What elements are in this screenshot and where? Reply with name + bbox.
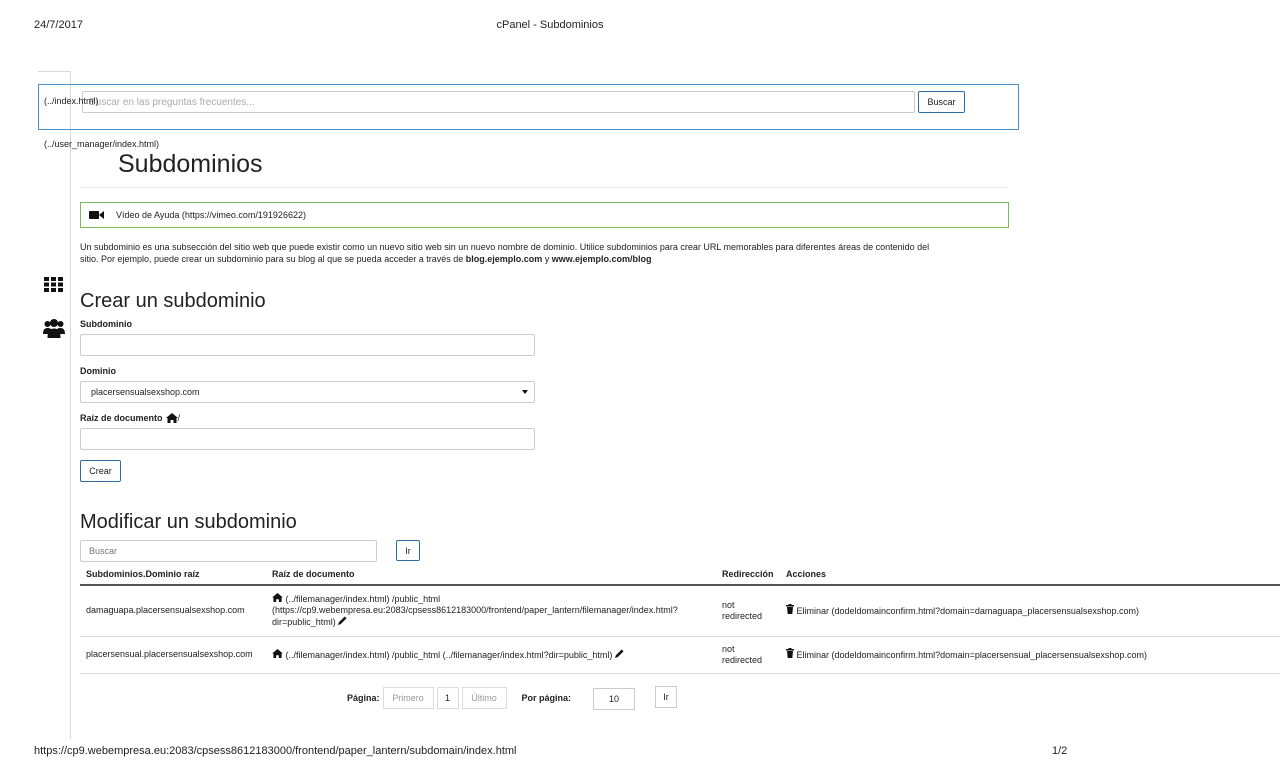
example-subdomain: blog.ejemplo.com — [465, 254, 543, 264]
docroot-link[interactable]: (../filemanager/index.html) /public_html — [285, 594, 441, 605]
description-line-1: Un subdominio es una subsección del sitio web que puede existir como un nuevo sitio web sin un nuevo nombre de dominio. Utilice subdominios para crear URL memorables para diferentes áreas de contenido del — [80, 242, 930, 252]
table-row — [80, 585, 1280, 636]
subdomain-search-button[interactable]: Ir — [396, 540, 420, 561]
page-label: Página: — [347, 693, 380, 703]
subdomains-table-wrapper — [80, 563, 1147, 669]
subdomain-label: Subdominio — [80, 319, 132, 329]
page-description — [80, 241, 1000, 265]
pencil-icon[interactable] — [615, 649, 624, 658]
print-page-number: 1/2 — [1052, 745, 1068, 757]
faq-search-bar — [38, 84, 1019, 130]
subdomain-search-input[interactable] — [80, 540, 377, 562]
row-subdomain: placersensual.placersensualsexshop.com — [80, 636, 266, 673]
per-page-label: Por página: — [521, 693, 572, 703]
pagination — [347, 687, 571, 709]
delete-link[interactable]: Eliminar (dodeldomainconfirm.html?domain=placersensual_placersensualsexshop.com) — [796, 650, 1147, 660]
domain-selected-value: placersensualsexshop.com — [91, 387, 200, 397]
docroot-filemanager-link[interactable]: (https://cp9.webempresa.eu:2083/cpsess8612183000/frontend/paper_lantern/filemanager/index.html? — [272, 605, 678, 616]
domain-select[interactable] — [80, 381, 535, 403]
page-title: Subdominios — [118, 150, 263, 178]
col-redirect[interactable]: Redirección — [716, 563, 780, 585]
home-link[interactable]: (../index.html) — [44, 96, 99, 106]
delete-link[interactable]: Eliminar (dodeldomainconfirm.html?domain=damaguapa_placersensualsexshop.com) — [796, 606, 1139, 617]
row-redirect: not redirected — [716, 585, 780, 636]
create-heading: Crear un subdominio — [80, 290, 266, 312]
video-help-text: Vídeo de Ayuda (https://vimeo.com/191926622) — [116, 210, 306, 220]
faq-search-input[interactable] — [82, 91, 915, 113]
modify-heading: Modificar un subdominio — [80, 511, 297, 533]
user-manager-link[interactable]: (../user_manager/index.html) — [44, 139, 160, 149]
faq-search-button[interactable]: Buscar — [918, 91, 965, 113]
grid-apps-icon[interactable] — [44, 277, 63, 297]
print-url: https://cp9.webempresa.eu:2083/cpsess8612183000/frontend/paper_lantern/subdomain/index.html — [34, 745, 517, 757]
home-icon — [166, 413, 178, 423]
table-row — [80, 636, 1280, 673]
example-path: www.ejemplo.com/blog — [551, 254, 652, 264]
row-redirect: not redirected — [716, 636, 780, 673]
per-page-go-button[interactable]: Ir — [655, 686, 677, 708]
subdomain-input[interactable] — [80, 334, 535, 356]
users-icon[interactable] — [43, 318, 65, 343]
domain-label: Dominio — [80, 366, 116, 376]
caret-down-icon — [522, 390, 528, 394]
col-actions: Acciones — [780, 563, 1280, 585]
description-line-2: sitio. Por ejemplo, puede crear un subdominio para su blog al que se pueda acceder a través de blog.ejemplo.com y www.ejemplo.com/blog — [80, 254, 652, 264]
docroot-label: Raíz de documento / — [80, 413, 181, 423]
title-divider — [80, 187, 1008, 188]
current-page-button[interactable]: 1 — [437, 687, 459, 709]
left-sidebar — [38, 71, 71, 739]
row-docroot — [266, 636, 716, 673]
per-page-input[interactable]: 10 — [593, 688, 635, 710]
col-docroot[interactable]: Raíz de documento — [266, 563, 716, 585]
home-icon — [272, 593, 283, 602]
subdomains-table — [80, 563, 1280, 674]
trash-icon — [786, 648, 794, 658]
row-action[interactable] — [780, 585, 1280, 636]
video-camera-icon — [89, 210, 104, 220]
last-page-button[interactable]: Último — [462, 687, 507, 709]
row-docroot: (../filemanager/index.html) /public_html (https://cp9.webempresa.eu:2083/cpsess8612183000/frontend/paper_lantern/filemanager/index.html? dir=public_html) — [266, 585, 716, 636]
create-button[interactable]: Crear — [80, 460, 121, 482]
home-icon — [272, 649, 283, 658]
col-subdomain[interactable]: Subdominios.Dominio raíz — [80, 563, 266, 585]
docroot-link[interactable]: (../filemanager/index.html) /public_html (../filemanager/index.html?dir=public_html) — [285, 649, 613, 660]
pencil-icon[interactable] — [338, 616, 347, 625]
video-help-link[interactable] — [80, 202, 1009, 228]
first-page-button[interactable]: Primero — [383, 687, 434, 709]
print-title: cPanel - Subdominios — [496, 19, 604, 31]
print-date: 24/7/2017 — [34, 19, 83, 31]
row-subdomain: damaguapa.placersensualsexshop.com — [80, 585, 266, 636]
row-action[interactable] — [780, 636, 1280, 673]
trash-icon — [786, 604, 794, 614]
docroot-input[interactable] — [80, 428, 535, 450]
